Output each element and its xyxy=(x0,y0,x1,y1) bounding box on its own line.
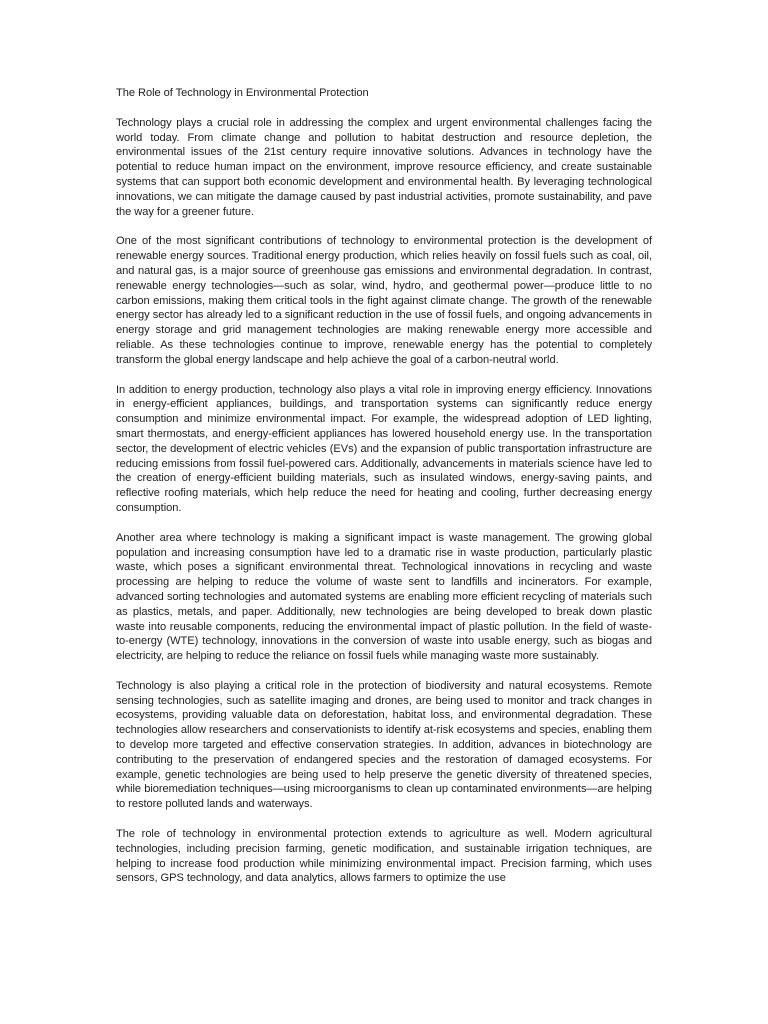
document-title: The Role of Technology in Environmental Protection xyxy=(116,87,369,99)
paragraph-agriculture: The role of technology in environmental protection extends to agriculture as well. Modern agricultural technologies, including precision farming, genetic modification, and sustainable irrigation techniques, are helping to increase food production while minimizing environmental impact. Precision farming, which uses sensors, GPS technology, and data analytics, allows farmers to optimize the use xyxy=(116,828,652,885)
paragraph-biodiversity: Technology is also playing a critical role in the protection of biodiversity and natural ecosystems. Remote sensing technologies, such as satellite imaging and drones, are being used to monitor and track changes in ecosystems, providing valuable data on deforestation, habitat loss, and environmental degradation. These technologies allow researchers and conservationists to identify at-risk ecosystems and species, enabling them to develop more targeted and effective conservation strategies. In addition, advances in biotechnology are contributing to the preservation of endangered species and the restoration of damaged ecosystems. For example, genetic technologies are being used to help preserve the genetic diversity of threatened species, while bioremediation techniques—using microorganisms to clean up contaminated environments—are helping to restore polluted lands and waterways. xyxy=(116,679,652,811)
paragraph-intro: Technology plays a crucial role in addressing the complex and urgent environmental challenges facing the world today. From climate change and pollution to habitat destruction and resource depletion, the environmental issues of the 21st century require innovative solutions. Advances in technology have the potential to reduce human impact on the environment, improve resource efficiency, and create sustainable systems that can support both economic development and environmental health. By leveraging technological innovations, we can mitigate the damage caused by past industrial activities, promote sustainability, and pave the way for a greener future. xyxy=(116,116,652,218)
document-body xyxy=(116,86,652,901)
paragraph-waste-management: Another area where technology is making a significant impact is waste management. The growing global population and increasing consumption have led to a dramatic rise in waste production, particularly plastic waste, which poses a significant environmental threat. Technological innovations in recycling and waste processing are helping to reduce the volume of waste sent to landfills and incinerators. For example, advanced sorting technologies and automated systems are enabling more efficient recycling of materials such as plastics, metals, and paper. Additionally, new technologies are being developed to break down plastic waste into reusable components, reducing the environmental impact of plastic pollution. In the field of waste-to-energy (WTE) technology, innovations in the conversion of waste into usable energy, such as biogas and electricity, are helping to reduce the reliance on fossil fuels while managing waste more sustainably. xyxy=(116,531,652,663)
paragraph-renewable-energy: One of the most significant contributions of technology to environmental protection is the development of renewable energy sources. Traditional energy production, which relies heavily on fossil fuels such as coal, oil, and natural gas, is a major source of greenhouse gas emissions and environmental degradation. In contrast, renewable energy technologies—such as solar, wind, hydro, and geothermal power—produce little to no carbon emissions, making them critical tools in the fight against climate change. The growth of the renewable energy sector has already led to a significant reduction in the use of fossil fuels, and ongoing advancements in energy storage and grid management technologies are making renewable energy more accessible and reliable. As these technologies continue to improve, renewable energy has the potential to completely transform the global energy landscape and help achieve the goal of a carbon-neutral world. xyxy=(116,235,652,366)
paragraph-energy-efficiency: In addition to energy production, technology also plays a vital role in improving energy efficiency. Innovations in energy-efficient appliances, buildings, and transportation systems can significantly reduce energy consumption and minimize environmental impact. For example, the widespread adoption of LED lighting, smart thermostats, and energy-efficient appliances has lowered household energy use. In the transportation sector, the development of electric vehicles (EVs) and the expansion of public transportation infrastructure are reducing emissions from fossil fuel-powered cars. Additionally, advancements in materials science have led to the creation of energy-efficient building materials, such as insulated windows, energy-saving paints, and reflective roofing materials, which help reduce the need for heating and cooling, further decreasing energy consumption. xyxy=(116,383,652,514)
